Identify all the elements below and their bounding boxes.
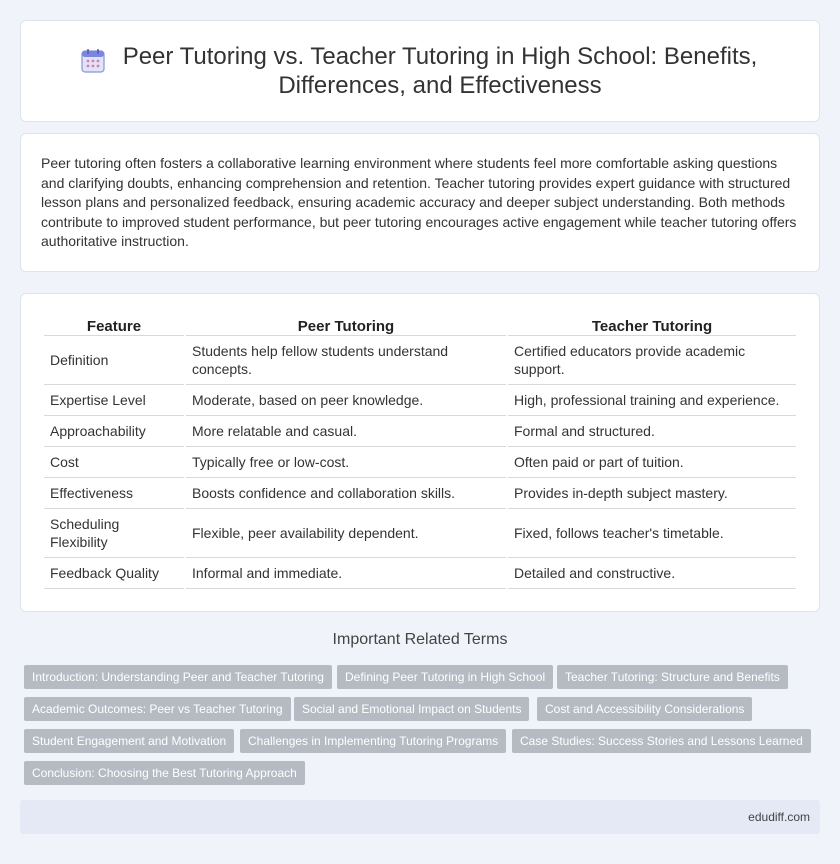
table-cell-peer: More relatable and casual.	[186, 416, 506, 447]
table-cell-peer: Flexible, peer availability dependent.	[186, 509, 506, 558]
table-cell-teacher: Provides in-depth subject mastery.	[508, 478, 796, 509]
table-cell-feature: Cost	[44, 447, 184, 478]
comparison-table-card	[20, 293, 820, 612]
table-header-feature: Feature	[44, 314, 184, 336]
table-cell-peer: Typically free or low-cost.	[186, 447, 506, 478]
comparison-table	[42, 314, 798, 589]
table-row	[44, 385, 796, 416]
page-title: Peer Tutoring vs. Teacher Tutoring in High School: Benefits, Differences, and Effectiveness	[122, 43, 758, 99]
table-cell-feature: Approachability	[44, 416, 184, 447]
related-term-tag[interactable]: Conclusion: Choosing the Best Tutoring Approach	[24, 761, 305, 785]
table-row	[44, 558, 796, 589]
header-card	[20, 20, 820, 122]
table-cell-peer: Boosts confidence and collaboration skills.	[186, 478, 506, 509]
related-term-tag[interactable]: Social and Emotional Impact on Students	[294, 697, 529, 721]
table-header-peer: Peer Tutoring	[186, 314, 506, 336]
table-header-teacher: Teacher Tutoring	[508, 314, 796, 336]
table-cell-peer: Moderate, based on peer knowledge.	[186, 385, 506, 416]
related-term-tag[interactable]: Introduction: Understanding Peer and Teacher Tutoring	[24, 665, 332, 689]
table-row	[44, 447, 796, 478]
table-cell-teacher: Detailed and constructive.	[508, 558, 796, 589]
table-row	[44, 509, 796, 558]
table-cell-teacher: Formal and structured.	[508, 416, 796, 447]
intro-card	[20, 133, 820, 272]
related-term-tag[interactable]: Cost and Accessibility Considerations	[537, 697, 752, 721]
related-terms-title: Important Related Terms	[332, 631, 508, 648]
table-cell-feature: Feedback Quality	[44, 558, 184, 589]
footer	[20, 800, 820, 834]
table-cell-feature: Scheduling Flexibility	[44, 509, 184, 558]
intro-paragraph: Peer tutoring often fosters a collaborative learning environment where students feel more comfortable asking questions and clarifying doubts, enhancing comprehension and retention. Teacher tutoring provides expert guidance with structured lesson plans and personalized feedback, ensuring academic accuracy and deeper subject understanding. Both methods contribute to improved student performance, but peer tutoring encourages active engagement while teacher tutoring offers authoritative instruction.	[41, 155, 797, 249]
table-cell-peer: Informal and immediate.	[186, 558, 506, 589]
table-cell-peer: Students help fellow students understand concepts.	[186, 336, 506, 385]
table-cell-teacher: Often paid or part of tuition.	[508, 447, 796, 478]
related-term-tag[interactable]: Defining Peer Tutoring in High School	[337, 665, 553, 689]
table-cell-teacher: Fixed, follows teacher's timetable.	[508, 509, 796, 558]
table-row	[44, 478, 796, 509]
table-cell-feature: Expertise Level	[44, 385, 184, 416]
footer-site-link[interactable]: edudiff.com	[748, 810, 810, 824]
related-term-tag[interactable]: Case Studies: Success Stories and Lessons Learned	[512, 729, 811, 753]
related-term-tag[interactable]: Student Engagement and Motivation	[24, 729, 234, 753]
table-row	[44, 336, 796, 385]
related-term-tag[interactable]: Academic Outcomes: Peer vs Teacher Tutoring	[24, 697, 291, 721]
table-cell-feature: Effectiveness	[44, 478, 184, 509]
table-cell-teacher: High, professional training and experience.	[508, 385, 796, 416]
related-term-tag[interactable]: Teacher Tutoring: Structure and Benefits	[557, 665, 788, 689]
related-term-tag[interactable]: Challenges in Implementing Tutoring Programs	[240, 729, 506, 753]
table-row	[44, 416, 796, 447]
calendar-icon	[80, 48, 106, 74]
table-cell-teacher: Certified educators provide academic support.	[508, 336, 796, 385]
table-cell-feature: Definition	[44, 336, 184, 385]
